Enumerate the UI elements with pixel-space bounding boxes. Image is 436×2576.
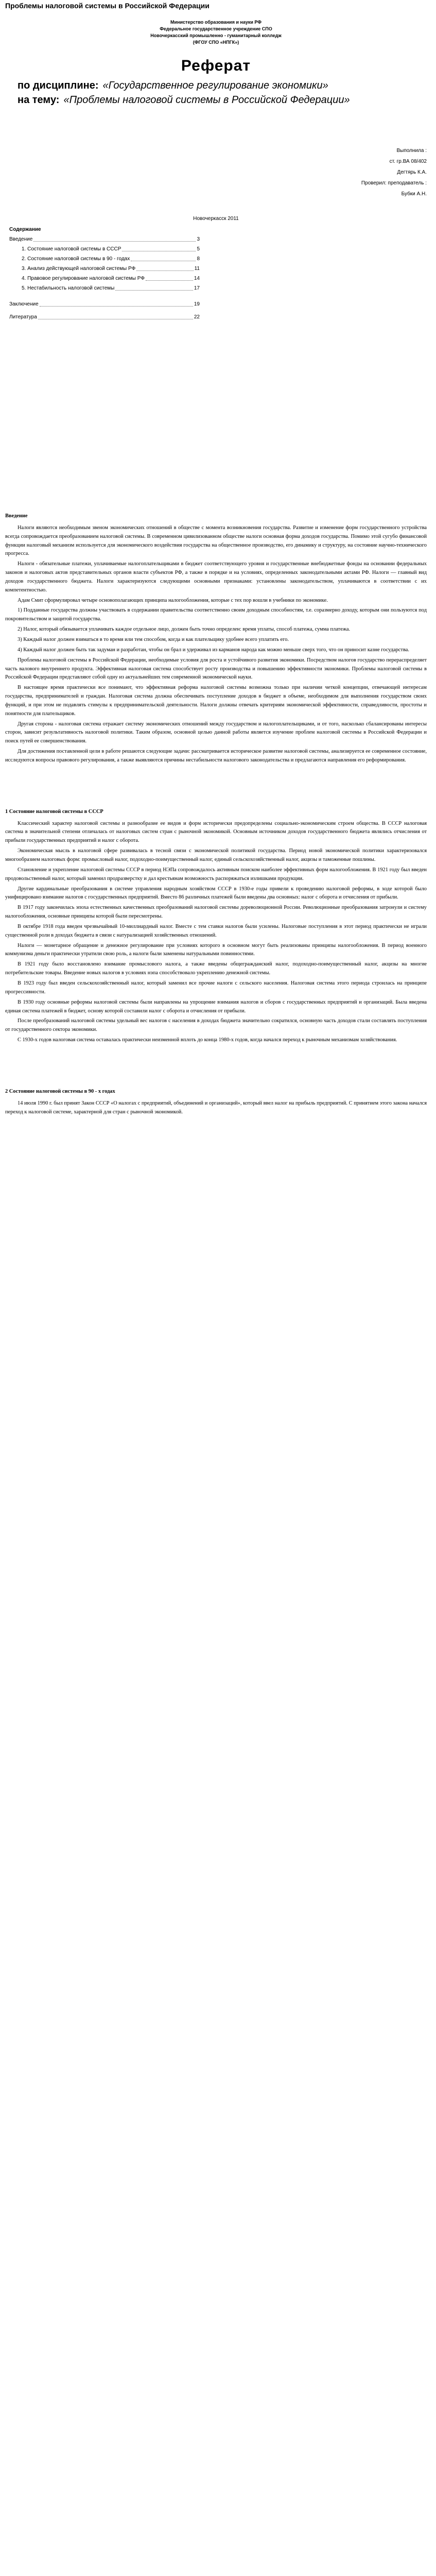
section-gap	[5, 767, 427, 802]
document-title: Проблемы налоговой системы в Российской Федерации	[5, 2, 210, 10]
paragraph: 14 июля 1990 г. был принят Закон СССР «О налогах с предприятий, объединений и организаций», который ввел налог на прибыль предприятий. С принятием этого закона начался переход к налоговой системе, характерной для стран с рыночной экономикой.	[5, 1100, 427, 1115]
paragraph: В 1921 году было восстановлено взимание промыслового налога, а также введены общегражданский налог, подоходно-поимущественный налог, акцизы на многие потребительские товары. Введение новых налогов в условиях нэпа способствовало укреплению денежной системы.	[5, 961, 427, 976]
paragraph: 3) Каждый налог должен взиматься в то время или тем способом, когда и как плательщику удобнее всего уплатить его.	[18, 636, 289, 642]
section-heading: 2 Состояние налоговой системы в 90 - х годах	[5, 1088, 115, 1094]
toc-item-page: 17	[194, 285, 200, 291]
header-line: Новочеркасский промышленно - гуманитарный колледж	[150, 33, 282, 39]
paragraph: Экономическая мысль в налоговой сфере развивалась в тесной связи с экономической политикой государства. Период новой экономической политики характеризовался многообразием налоговых форм: промысловый налог, подоходно-поимущественный налог, единый сельскохозяйственный налог, акцизы и таможенные пошлины.	[5, 848, 427, 862]
header-line: (ФГОУ СПО «НПГК»)	[193, 40, 239, 45]
toc-item-page: 22	[194, 314, 200, 320]
signer-line: Бубки А.Н.	[401, 191, 427, 197]
toc-dot-leader	[33, 234, 196, 242]
signer-line: Выполнила :	[396, 148, 427, 154]
topic-label: на тему:	[18, 94, 60, 106]
paragraph: 2) Налог, который обязывается уплачивать каждое отдельное лицо, должен быть точно определен: время уплаты, способ платежа, сумма платежа.	[18, 626, 351, 633]
header-line: Министерство образования и науки РФ	[170, 20, 261, 25]
signers-block	[5, 145, 427, 199]
document-body	[5, 506, 427, 1118]
toc-item[interactable]	[5, 244, 427, 254]
subject-block	[5, 79, 427, 108]
discipline-label: по дисциплине:	[18, 80, 99, 91]
toc-dot-leader	[131, 254, 196, 261]
discipline-value: «Государственное регулирование экономики»	[102, 80, 328, 91]
paragraph: Налоги - обязательные платежи, уплачиваемые налогоплательщиками в бюджет соответствующего уровня и государственные внебюджетные фонды на основании федеральных законов и налоговых актов представительных органов власти субъектов РФ, а также в порядке и на условиях, определенных законодательными актами РФ. Налоги — главный вид доходов государственного бюджета. Налоги характеризуются следующими основными признаками: установлены законодательством, уплачиваются в соответствии с их компетентностью.	[5, 561, 427, 593]
section-heading: 1 Состояние налоговой системы в СССР	[5, 808, 103, 815]
toc-dot-leader	[136, 264, 193, 271]
toc-list	[5, 234, 427, 322]
topic-value: «Проблемы налоговой системы в Российской Федерации»	[63, 94, 350, 106]
paragraph: Классический характер налоговой системы и разнообразие ее видов и форм исторически предопределены социально-экономическим строем общества. В СССР налоговая система в значительной степени отличалась от налоговых систем стран с рыночной экономикой. Основным источником доходов государственного бюджета являлись отчисления от прибыли государственных предприятий и налог с оборота.	[5, 820, 427, 844]
toc-dot-leader	[40, 299, 193, 307]
toc-item[interactable]	[5, 234, 427, 244]
toc-item[interactable]	[5, 312, 427, 322]
paragraph: В октябре 1918 года введен чрезвычайный 10-миллиардный налог. Вместе с тем ставки налогов были усилены. Налоговые поступления в этот период практически не играли существенной роли в доходах бюджета в связи с натурализацией хозяйственных отношений.	[5, 923, 427, 938]
paragraph: Налоги — монетарное обращение и денежное регулирование при условиях которого в основном могут быть реализованы принципы налогообложения. В период военного коммунизма деньги практически утратили свою роль, а налоги были заменены натуральными повинностями.	[5, 942, 427, 957]
referat-title: Реферат	[181, 57, 251, 74]
toc-item[interactable]	[5, 264, 427, 274]
signer-line: Дегтярь К.А.	[397, 170, 427, 175]
paragraph: 4) Каждый налог должен быть так задуман и разработан, чтобы он брал и удерживал из карманов народа как можно меньше сверх того, что он приносит казне государства.	[18, 647, 409, 653]
signer-line: Проверил: преподаватель :	[361, 180, 427, 186]
paragraph: Адам Смит сформулировал четыре основополагающих принципа налогообложения, которые с тех пор вошли в учебники по экономике.	[18, 597, 328, 603]
toc-item-label: 3. Анализ действующей налоговой системы РФ	[22, 266, 136, 272]
toc-heading: Содержание	[9, 227, 41, 232]
topic-row	[5, 94, 427, 107]
toc-dot-leader	[146, 274, 193, 281]
paragraph: 1) Подданные государства должны участвовать в содержании правительства соответственно своим доходным способностям, т.е. соразмерно доходу, которым они пользуются под покровительством и защитой государства.	[5, 607, 427, 622]
toc-item-label: 5. Нестабильность налоговой системы	[22, 285, 115, 291]
city-year: Новочеркасск 2011	[193, 216, 239, 222]
paragraph: В 1923 году был введен сельскохозяйственный налог, который заменил все прочие налоги с сельского населения. Налоговая система этого периода строилась на принципе прогрессивности.	[5, 980, 427, 995]
toc-item[interactable]	[5, 274, 427, 283]
toc-dot-leader	[122, 244, 196, 251]
toc-item-label: 2. Состояние налоговой системы в 90 - годах	[22, 256, 130, 262]
paragraph: Другая сторона - налоговая система отражает систему экономических отношений между государством и налогоплательщиками, и от того, насколько сбалансированы интересы сторон, зависит результативность налоговой политики. Таким образом, основной целью данной работы является изучение проблем налоговой системы в Российской Федерации и поиск путей ее совершенствования.	[5, 721, 427, 744]
paragraph: В 1917 году закончилась эпоха естественных качественных преобразований налоговой системы дореволюционной России. Революционные преобразования затронули и систему налогообложения, основные принципы которой были пересмотрены.	[5, 905, 427, 920]
section-gap	[5, 1046, 427, 1081]
toc-item[interactable]	[5, 299, 427, 309]
paragraph: Для достижения поставленной цели в работе решаются следующие задачи: рассматривается историческое развитие налоговой системы, анализируется ее современное состояние, исследуются вопросы правового регулирования, а также выявляются причины нестабильности налогового законодательства и предлагаются направления его реформирования.	[5, 749, 427, 763]
toc-item-page: 3	[197, 236, 200, 242]
toc-item-label: Заключение	[9, 301, 39, 307]
paragraph: В 1930 году основные реформы налоговой системы были направлены на упрощение взимания налогов и сборов с государственных предприятий и организаций. Была введена единая система платежей в бюджет, основу которой составили налог с оборота и отчисления от прибыли.	[5, 999, 427, 1014]
toc-item-page: 5	[197, 246, 200, 252]
toc-item-label: Введение	[9, 236, 33, 242]
institution-header	[5, 19, 427, 46]
toc-item-page: 14	[194, 276, 200, 281]
paragraph: Становление и укрепление налоговой системы СССР в период НЭПа сопровождалось активным поиском наиболее эффективных форм налогообложения. В 1921 году был введен продовольственный налог, который заменил продразверстку и дал крестьянам возможность распоряжаться излишками продукции.	[5, 867, 427, 882]
paragraph: Другие кардинальные преобразования в системе управления народным хозяйством СССР в 1930-е годы привели к проведению налоговой реформы, в ходе которой было унифицировано взимание налогов с государственных предприятий. Вместо 86 различных платежей были введены два основных: налог с оборота и отчисления от прибыли.	[5, 886, 427, 901]
toc-item-label: 1. Состояние налоговой системы в СССР	[22, 246, 121, 252]
discipline-row	[5, 79, 427, 93]
toc-item-label: 4. Правовое регулирование налоговой системы РФ	[22, 276, 145, 281]
toc-dot-leader	[115, 283, 193, 291]
toc-item-page: 11	[194, 266, 200, 272]
table-of-contents	[5, 225, 427, 322]
paragraph: В настоящее время практически все понимают, что эффективная реформа налоговой системы возможна только при наличии четкой концепции, отвечающей интересам государства, предпринимателей и граждан. Налоговая система должна обеспечивать поступление доходов в бюджет в объеме, необходимом для выполнения государством своих функций, и при этом не подавлять стимулы к предпринимательской деятельности. Налоги должны отвечать критериям экономической эффективности, справедливости, простоты и понятности для плательщиков.	[5, 685, 427, 717]
signer-line: ст. гр.ВА 08/402	[389, 159, 427, 164]
toc-item[interactable]	[5, 283, 427, 293]
header-line: Федеральное государственное учреждение СПО	[160, 26, 272, 32]
toc-item-label: Литература	[9, 314, 37, 320]
toc-item-page: 8	[197, 256, 200, 262]
toc-item[interactable]	[5, 254, 427, 264]
toc-item-page: 19	[194, 301, 200, 307]
paragraph: После преобразований налоговой системы удельный вес налогов с населения в доходах бюджета значительно сократился, основную часть доходов стали составлять поступления от государственного сектора экономики.	[5, 1018, 427, 1033]
section-heading: Введение	[5, 513, 28, 519]
paragraph: С 1930-х годов налоговая система оставалась практически неизменной вплоть до конца 1980-х годов, когда начался переход к рыночным механизмам хозяйствования.	[18, 1037, 397, 1043]
paragraph: Налоги являются необходимым звеном экономических отношений в обществе с момента возникновения государства. Развитие и изменение форм государственного устройства всегда сопровождается преобразованием налоговой системы. В современном цивилизованном обществе налоги основная форма доходов государства. Помимо этой сугубо финансовой функции налоговый механизм используется для экономического воздействия государства на общественное производство, его динамику и структуру, на состояние научно-технического прогресса.	[5, 524, 427, 557]
toc-dot-leader	[38, 312, 193, 319]
paragraph: Проблемы налоговой системы в Российской Федерации, необходимые условия для роста и устойчивого развития экономики. Посредством налогов государство перераспределяет часть валового внутреннего продукта. Эффективная налоговая система способствует росту производства и повышению эффективности экономики. Проблемы налоговой системы в Российской Федерации представляют собой одну из актуальнейших тем современной экономической науки.	[5, 657, 427, 681]
